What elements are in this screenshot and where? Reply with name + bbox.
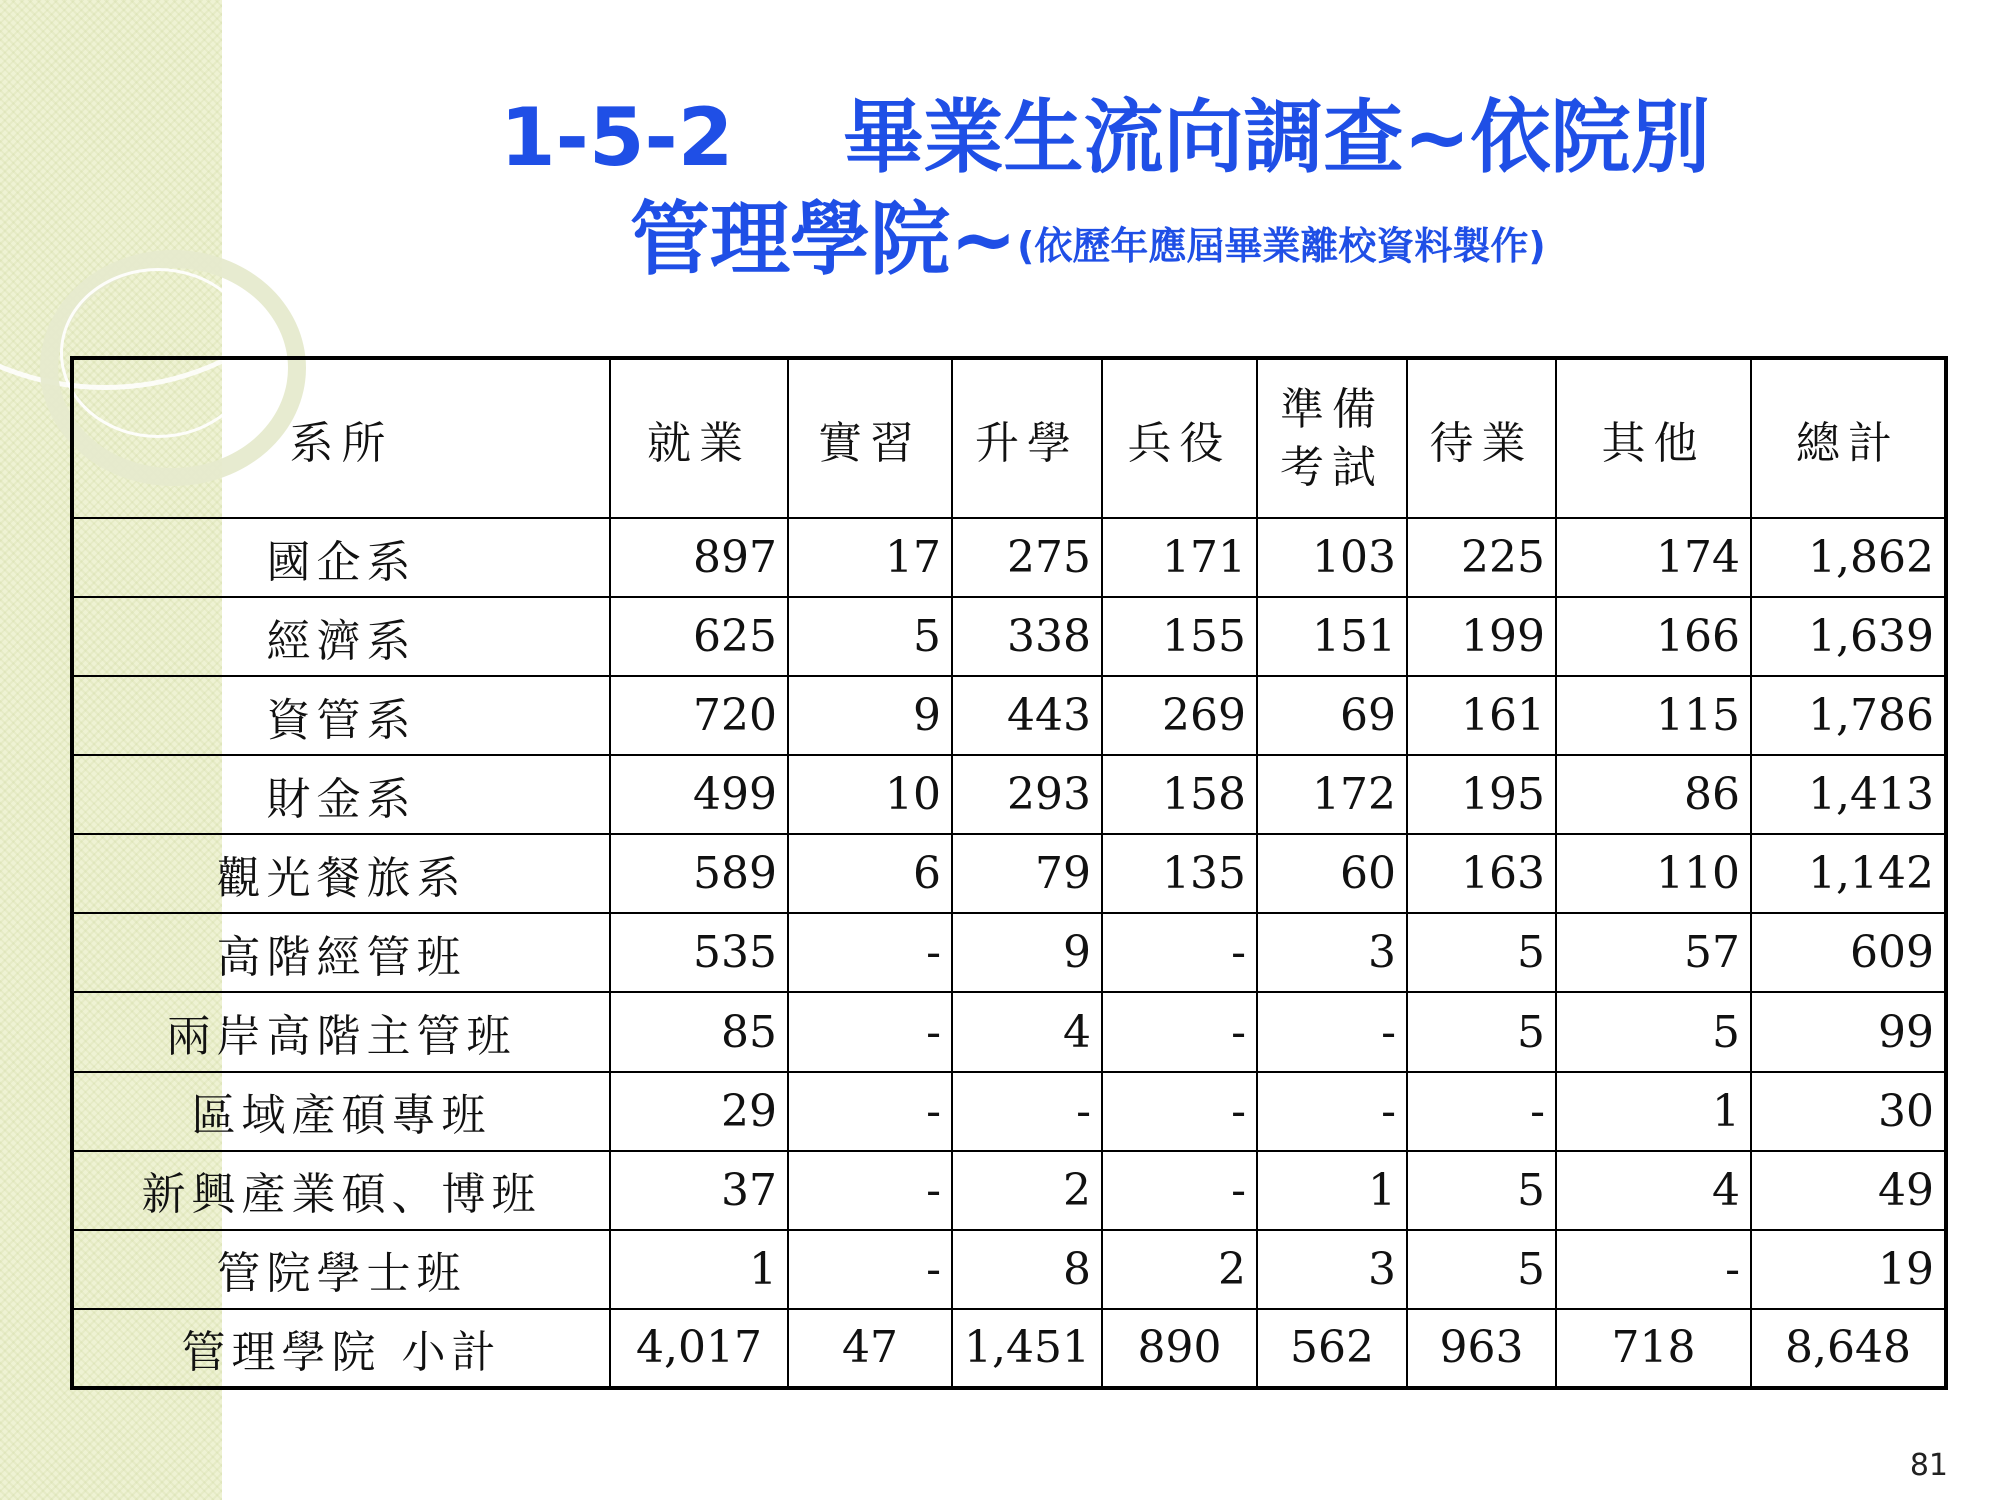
unemployed-cell: 5 bbox=[1407, 913, 1556, 992]
other-cell: 57 bbox=[1556, 913, 1751, 992]
intern-cell: 6 bbox=[788, 834, 952, 913]
table-row bbox=[72, 1230, 1946, 1309]
dept-name-cell: 管理學院 小計 bbox=[72, 1309, 610, 1388]
table-body bbox=[72, 518, 1946, 1388]
intern-cell: 47 bbox=[788, 1309, 952, 1388]
exam-prep-cell: - bbox=[1257, 992, 1407, 1071]
other-cell: 86 bbox=[1556, 755, 1751, 834]
other-cell: 166 bbox=[1556, 597, 1751, 676]
further-study-cell: 4 bbox=[952, 992, 1102, 1071]
total-cell: 609 bbox=[1751, 913, 1946, 992]
header-exam-prep-line2: 考試 bbox=[1280, 441, 1384, 493]
unemployed-cell: 963 bbox=[1407, 1309, 1556, 1388]
employed-cell: 625 bbox=[610, 597, 788, 676]
military-cell: 171 bbox=[1102, 518, 1257, 597]
intern-cell: - bbox=[788, 992, 952, 1071]
unemployed-cell: 5 bbox=[1407, 992, 1556, 1071]
table-row bbox=[72, 755, 1946, 834]
unemployed-cell: 199 bbox=[1407, 597, 1556, 676]
employed-cell: 499 bbox=[610, 755, 788, 834]
further-study-cell: 2 bbox=[952, 1151, 1102, 1230]
employed-cell: 589 bbox=[610, 834, 788, 913]
exam-prep-cell: 3 bbox=[1257, 1230, 1407, 1309]
page-number: 81 bbox=[1909, 1448, 1948, 1483]
further-study-cell: 443 bbox=[952, 676, 1102, 755]
slide-title bbox=[500, 88, 1800, 188]
graduate-destination-table bbox=[70, 356, 1948, 1390]
exam-prep-cell: - bbox=[1257, 1072, 1407, 1151]
military-cell: - bbox=[1102, 913, 1257, 992]
other-cell: 174 bbox=[1556, 518, 1751, 597]
header-exam-prep-line1: 準備 bbox=[1280, 383, 1384, 435]
total-cell: 1,413 bbox=[1751, 755, 1946, 834]
other-cell: 718 bbox=[1556, 1309, 1751, 1388]
total-cell: 1,786 bbox=[1751, 676, 1946, 755]
slide-subtitle bbox=[630, 190, 1830, 290]
military-cell: - bbox=[1102, 992, 1257, 1071]
further-study-cell: 9 bbox=[952, 913, 1102, 992]
header-further-study: 升學 bbox=[952, 358, 1102, 518]
exam-prep-cell: 103 bbox=[1257, 518, 1407, 597]
further-study-cell: 79 bbox=[952, 834, 1102, 913]
total-cell: 1,142 bbox=[1751, 834, 1946, 913]
dept-name-cell: 財金系 bbox=[72, 755, 610, 834]
military-cell: - bbox=[1102, 1072, 1257, 1151]
title-main: 畢業生流向調查~依院別 bbox=[843, 91, 1711, 184]
dept-name-cell: 兩岸高階主管班 bbox=[72, 992, 610, 1071]
subtotal-row bbox=[72, 1309, 1946, 1388]
table-row bbox=[72, 676, 1946, 755]
military-cell: 2 bbox=[1102, 1230, 1257, 1309]
total-cell: 30 bbox=[1751, 1072, 1946, 1151]
other-cell: - bbox=[1556, 1230, 1751, 1309]
intern-cell: 9 bbox=[788, 676, 952, 755]
header-other: 其他 bbox=[1556, 358, 1751, 518]
employed-cell: 29 bbox=[610, 1072, 788, 1151]
table-row bbox=[72, 1151, 1946, 1230]
military-cell: 158 bbox=[1102, 755, 1257, 834]
header-exam-prep bbox=[1257, 358, 1407, 518]
intern-cell: 5 bbox=[788, 597, 952, 676]
unemployed-cell: 5 bbox=[1407, 1230, 1556, 1309]
dept-name-cell: 國企系 bbox=[72, 518, 610, 597]
dept-name-cell: 資管系 bbox=[72, 676, 610, 755]
unemployed-cell: - bbox=[1407, 1072, 1556, 1151]
dept-name-cell: 管院學士班 bbox=[72, 1230, 610, 1309]
source-note: (依歷年應屆畢業離校資料製作) bbox=[1017, 224, 1546, 268]
dept-name-cell: 區域產碩專班 bbox=[72, 1072, 610, 1151]
other-cell: 110 bbox=[1556, 834, 1751, 913]
header-intern: 實習 bbox=[788, 358, 952, 518]
other-cell: 5 bbox=[1556, 992, 1751, 1071]
header-military: 兵役 bbox=[1102, 358, 1257, 518]
further-study-cell: 1,451 bbox=[952, 1309, 1102, 1388]
unemployed-cell: 195 bbox=[1407, 755, 1556, 834]
further-study-cell: 338 bbox=[952, 597, 1102, 676]
employed-cell: 37 bbox=[610, 1151, 788, 1230]
further-study-cell: 275 bbox=[952, 518, 1102, 597]
section-number: 1-5-2 bbox=[500, 91, 734, 184]
table-row bbox=[72, 1072, 1946, 1151]
further-study-cell: - bbox=[952, 1072, 1102, 1151]
other-cell: 115 bbox=[1556, 676, 1751, 755]
exam-prep-cell: 3 bbox=[1257, 913, 1407, 992]
dept-name-cell: 高階經管班 bbox=[72, 913, 610, 992]
further-study-cell: 8 bbox=[952, 1230, 1102, 1309]
exam-prep-cell: 151 bbox=[1257, 597, 1407, 676]
college-name: 管理學院~ bbox=[630, 193, 1018, 286]
military-cell: - bbox=[1102, 1151, 1257, 1230]
other-cell: 1 bbox=[1556, 1072, 1751, 1151]
total-cell: 49 bbox=[1751, 1151, 1946, 1230]
employed-cell: 535 bbox=[610, 913, 788, 992]
header-total: 總計 bbox=[1751, 358, 1946, 518]
header-employed: 就業 bbox=[610, 358, 788, 518]
employed-cell: 4,017 bbox=[610, 1309, 788, 1388]
military-cell: 269 bbox=[1102, 676, 1257, 755]
intern-cell: - bbox=[788, 1072, 952, 1151]
table-row bbox=[72, 597, 1946, 676]
employed-cell: 85 bbox=[610, 992, 788, 1071]
employed-cell: 720 bbox=[610, 676, 788, 755]
header-row bbox=[72, 358, 1946, 518]
table-row bbox=[72, 992, 1946, 1071]
exam-prep-cell: 60 bbox=[1257, 834, 1407, 913]
dept-name-cell: 經濟系 bbox=[72, 597, 610, 676]
total-cell: 19 bbox=[1751, 1230, 1946, 1309]
header-unemployed: 待業 bbox=[1407, 358, 1556, 518]
employed-cell: 1 bbox=[610, 1230, 788, 1309]
intern-cell: - bbox=[788, 1151, 952, 1230]
intern-cell: - bbox=[788, 913, 952, 992]
intern-cell: 10 bbox=[788, 755, 952, 834]
table-row bbox=[72, 913, 1946, 992]
table-row bbox=[72, 518, 1946, 597]
military-cell: 155 bbox=[1102, 597, 1257, 676]
exam-prep-cell: 69 bbox=[1257, 676, 1407, 755]
further-study-cell: 293 bbox=[952, 755, 1102, 834]
unemployed-cell: 225 bbox=[1407, 518, 1556, 597]
total-cell: 99 bbox=[1751, 992, 1946, 1071]
dept-name-cell: 觀光餐旅系 bbox=[72, 834, 610, 913]
unemployed-cell: 161 bbox=[1407, 676, 1556, 755]
military-cell: 135 bbox=[1102, 834, 1257, 913]
intern-cell: - bbox=[788, 1230, 952, 1309]
unemployed-cell: 5 bbox=[1407, 1151, 1556, 1230]
unemployed-cell: 163 bbox=[1407, 834, 1556, 913]
intern-cell: 17 bbox=[788, 518, 952, 597]
employed-cell: 897 bbox=[610, 518, 788, 597]
total-cell: 8,648 bbox=[1751, 1309, 1946, 1388]
total-cell: 1,862 bbox=[1751, 518, 1946, 597]
other-cell: 4 bbox=[1556, 1151, 1751, 1230]
dept-name-cell: 新興產業碩、博班 bbox=[72, 1151, 610, 1230]
military-cell: 890 bbox=[1102, 1309, 1257, 1388]
exam-prep-cell: 172 bbox=[1257, 755, 1407, 834]
exam-prep-cell: 562 bbox=[1257, 1309, 1407, 1388]
exam-prep-cell: 1 bbox=[1257, 1151, 1407, 1230]
header-dept: 系所 bbox=[72, 358, 610, 518]
total-cell: 1,639 bbox=[1751, 597, 1946, 676]
table-row bbox=[72, 834, 1946, 913]
